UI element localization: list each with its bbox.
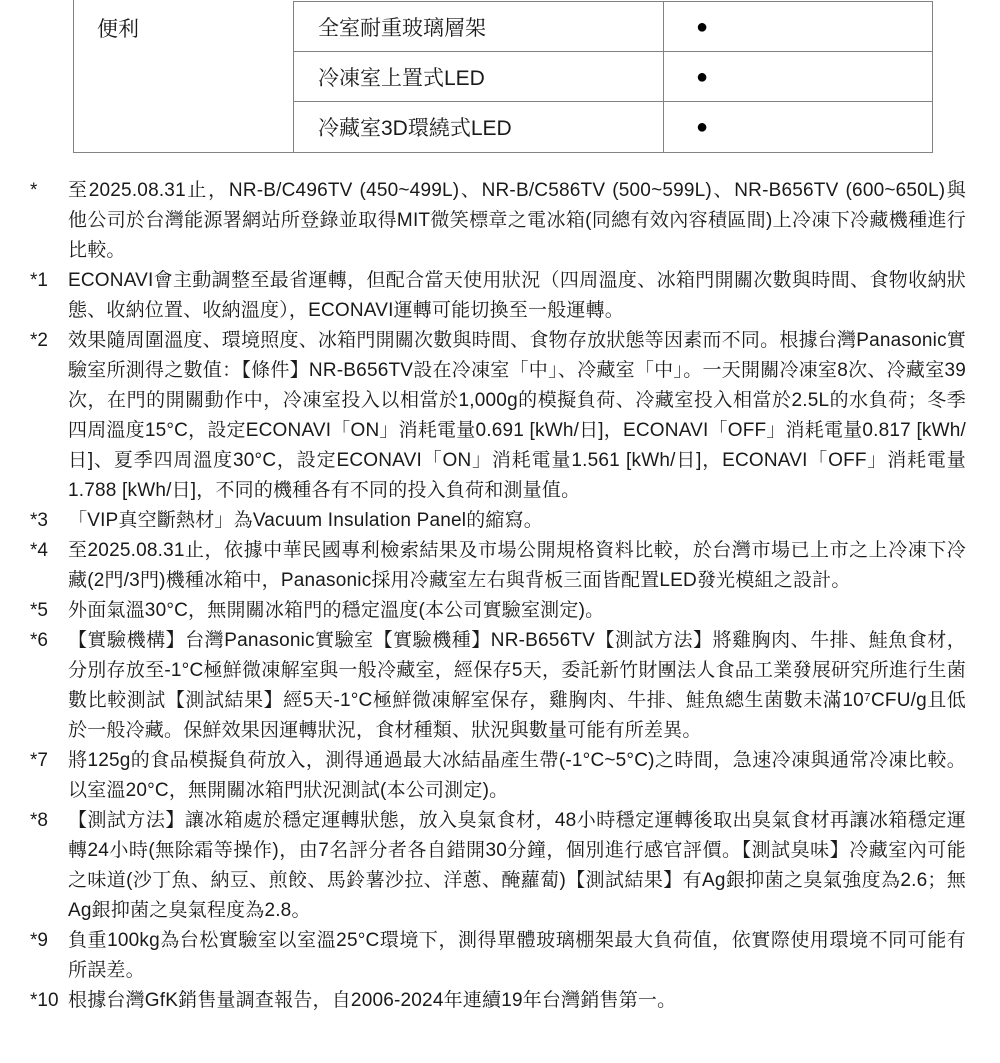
footnote — [30, 986, 966, 1016]
footnote-text: 效果隨周圍溫度、環境照度、冰箱門開關次數與時間、食物存放狀態等因素而不同。根據台灣Panasonic實驗室所測得之數值：【條件】NR-B656TV設在冷凍室「中」、冷藏室「中」。一天開關冷凍室8次、冷藏室39次，在門的開關動作中，冷凍室投入以相當於1,000g的模擬負荷、冷藏室投入相當於2.5L的水負荷；冬季四周溫度15°C，設定ECONAVI「ON」消耗電量0.691 [kWh/日]，ECONAVI「OFF」消耗電量0.817 [kWh/日]、夏季四周溫度30°C，設定ECONAVI「ON」消耗電量1.561 [kWh/日]，ECONAVI「OFF」消耗電量1.788 [kWh/日]，不同的機種各有不同的投入負荷和測量值。 — [68, 330, 966, 501]
feature-label: 冷凍室上置式LED — [318, 66, 485, 90]
filled-dot-icon: ● — [696, 116, 709, 138]
footnote — [30, 536, 966, 596]
footnote-marker: *6 — [30, 630, 48, 651]
feature-cell — [294, 102, 664, 152]
footnote-marker: *5 — [30, 600, 48, 621]
feature-label: 冷藏室3D環繞式LED — [318, 117, 512, 140]
footnote-marker: *9 — [30, 930, 48, 951]
feature-cell — [294, 52, 664, 101]
footnote-marker: *7 — [30, 750, 48, 771]
spec-table — [73, 0, 933, 154]
footnote-marker: *3 — [30, 510, 48, 531]
filled-dot-icon: ● — [696, 65, 709, 88]
footnote-text: 至2025.08.31止，依據中華民國專利檢索結果及市場公開規格資料比較，於台灣市場已上市之上冷凍下冷藏(2門/3門)機種冰箱中，Panasonic採用冷藏室左右與背板三面皆配置LED發光模組之設計。 — [68, 540, 966, 591]
footnote-marker: *8 — [30, 810, 48, 831]
feature-label: 全室耐重玻璃層架 — [318, 16, 486, 40]
table-row — [293, 51, 933, 102]
footnote-marker: *1 — [30, 270, 48, 291]
footnote — [30, 506, 966, 536]
footnote-marker: *4 — [30, 540, 48, 561]
footnote-text: 根據台灣GfK銷售量調查報告，自2006-2024年連續19年台灣銷售第一。 — [68, 990, 677, 1011]
footnote-marker: *10 — [30, 990, 59, 1011]
footnote-marker: *2 — [30, 330, 48, 351]
footnote-text: ECONAVI會主動調整至最省運轉，但配合當天使用狀況（四周溫度、冰箱門開關次數與時間、食物收納狀態、收納位置、收納溫度），ECONAVI運轉可能切換至一般運轉。 — [68, 270, 966, 321]
category-cell — [73, 0, 294, 153]
table-row — [293, 1, 933, 52]
footnote — [30, 596, 966, 626]
footnote-text: 【測試方法】讓冰箱處於穩定運轉狀態，放入臭氣食材，48小時穩定運轉後取出臭氣食材再讓冰箱穩定運轉24小時(無除霜等操作)，由7名評分者各自錯開30分鐘，個別進行感官評價。【測試臭味】冷藏室內可能之味道(沙丁魚、納豆、煎餃、馬鈴薯沙拉、洋蔥、醃蘿蔔)【測試結果】有Ag銀抑菌之臭氣強度為2.6；無Ag銀抑菌之臭氣程度為2.8。 — [68, 810, 966, 921]
filled-dot-icon: ● — [696, 15, 709, 38]
value-cell — [664, 102, 932, 152]
footnote-text: 至2025.08.31止，NR-B/C496TV (450~499L)、NR-B/C586TV (500~599L)、NR-B656TV (600~650L)與他公司於台灣能源署網站所登錄並取得MIT微笑標章之電冰箱(同總有效內容積區間)上冷凍下冷藏機種進行比較。 — [68, 180, 966, 261]
category-label: 便利 — [97, 18, 139, 41]
footnote-text: 外面氣溫30°C，無開關冰箱門的穩定溫度(本公司實驗室測定)。 — [68, 600, 605, 621]
footnote-text: 負重100kg為台松實驗室以室溫25°C環境下，測得單體玻璃棚架最大負荷值，依實際使用環境不同可能有所誤差。 — [68, 930, 966, 981]
value-cell — [664, 52, 932, 101]
footnote-marker: * — [30, 180, 38, 201]
footnote-text: 【實驗機構】台灣Panasonic實驗室【實驗機種】NR-B656TV【測試方法】將雞胸肉、牛排、鮭魚食材，分別存放至-1°C極鮮微凍解室與一般冷藏室，經保存5天，委託新竹財團法人食品工業發展研究所進行生菌數比較測試【測試結果】經5天-1°C極鮮微凍解室保存，雞胸肉、牛排、鮭魚總生菌數未滿10⁷CFU/g且低於一般冷藏。保鮮效果因運轉狀況，食材種類、狀況與數量可能有所差異。 — [68, 630, 966, 741]
footnote — [30, 626, 966, 746]
feature-cell — [294, 2, 664, 51]
footnote — [30, 326, 966, 506]
footnote-text: 將125g的食品模擬負荷放入，測得通過最大冰結晶產生帶(-1°C~5°C)之時間，急速冷凍與通常冷凍比較。以室溫20°C，無開關冰箱門狀況測試(本公司測定)。 — [68, 750, 966, 801]
footnote — [30, 806, 966, 926]
table-row — [293, 101, 933, 153]
footnote-text: 「VIP真空斷熱材」為Vacuum Insulation Panel的縮寫。 — [68, 510, 544, 531]
footnote — [30, 926, 966, 986]
value-cell — [664, 2, 932, 51]
footnote — [30, 266, 966, 326]
footnote — [30, 176, 966, 266]
footnotes-section — [0, 176, 1000, 1016]
footnote — [30, 746, 966, 806]
